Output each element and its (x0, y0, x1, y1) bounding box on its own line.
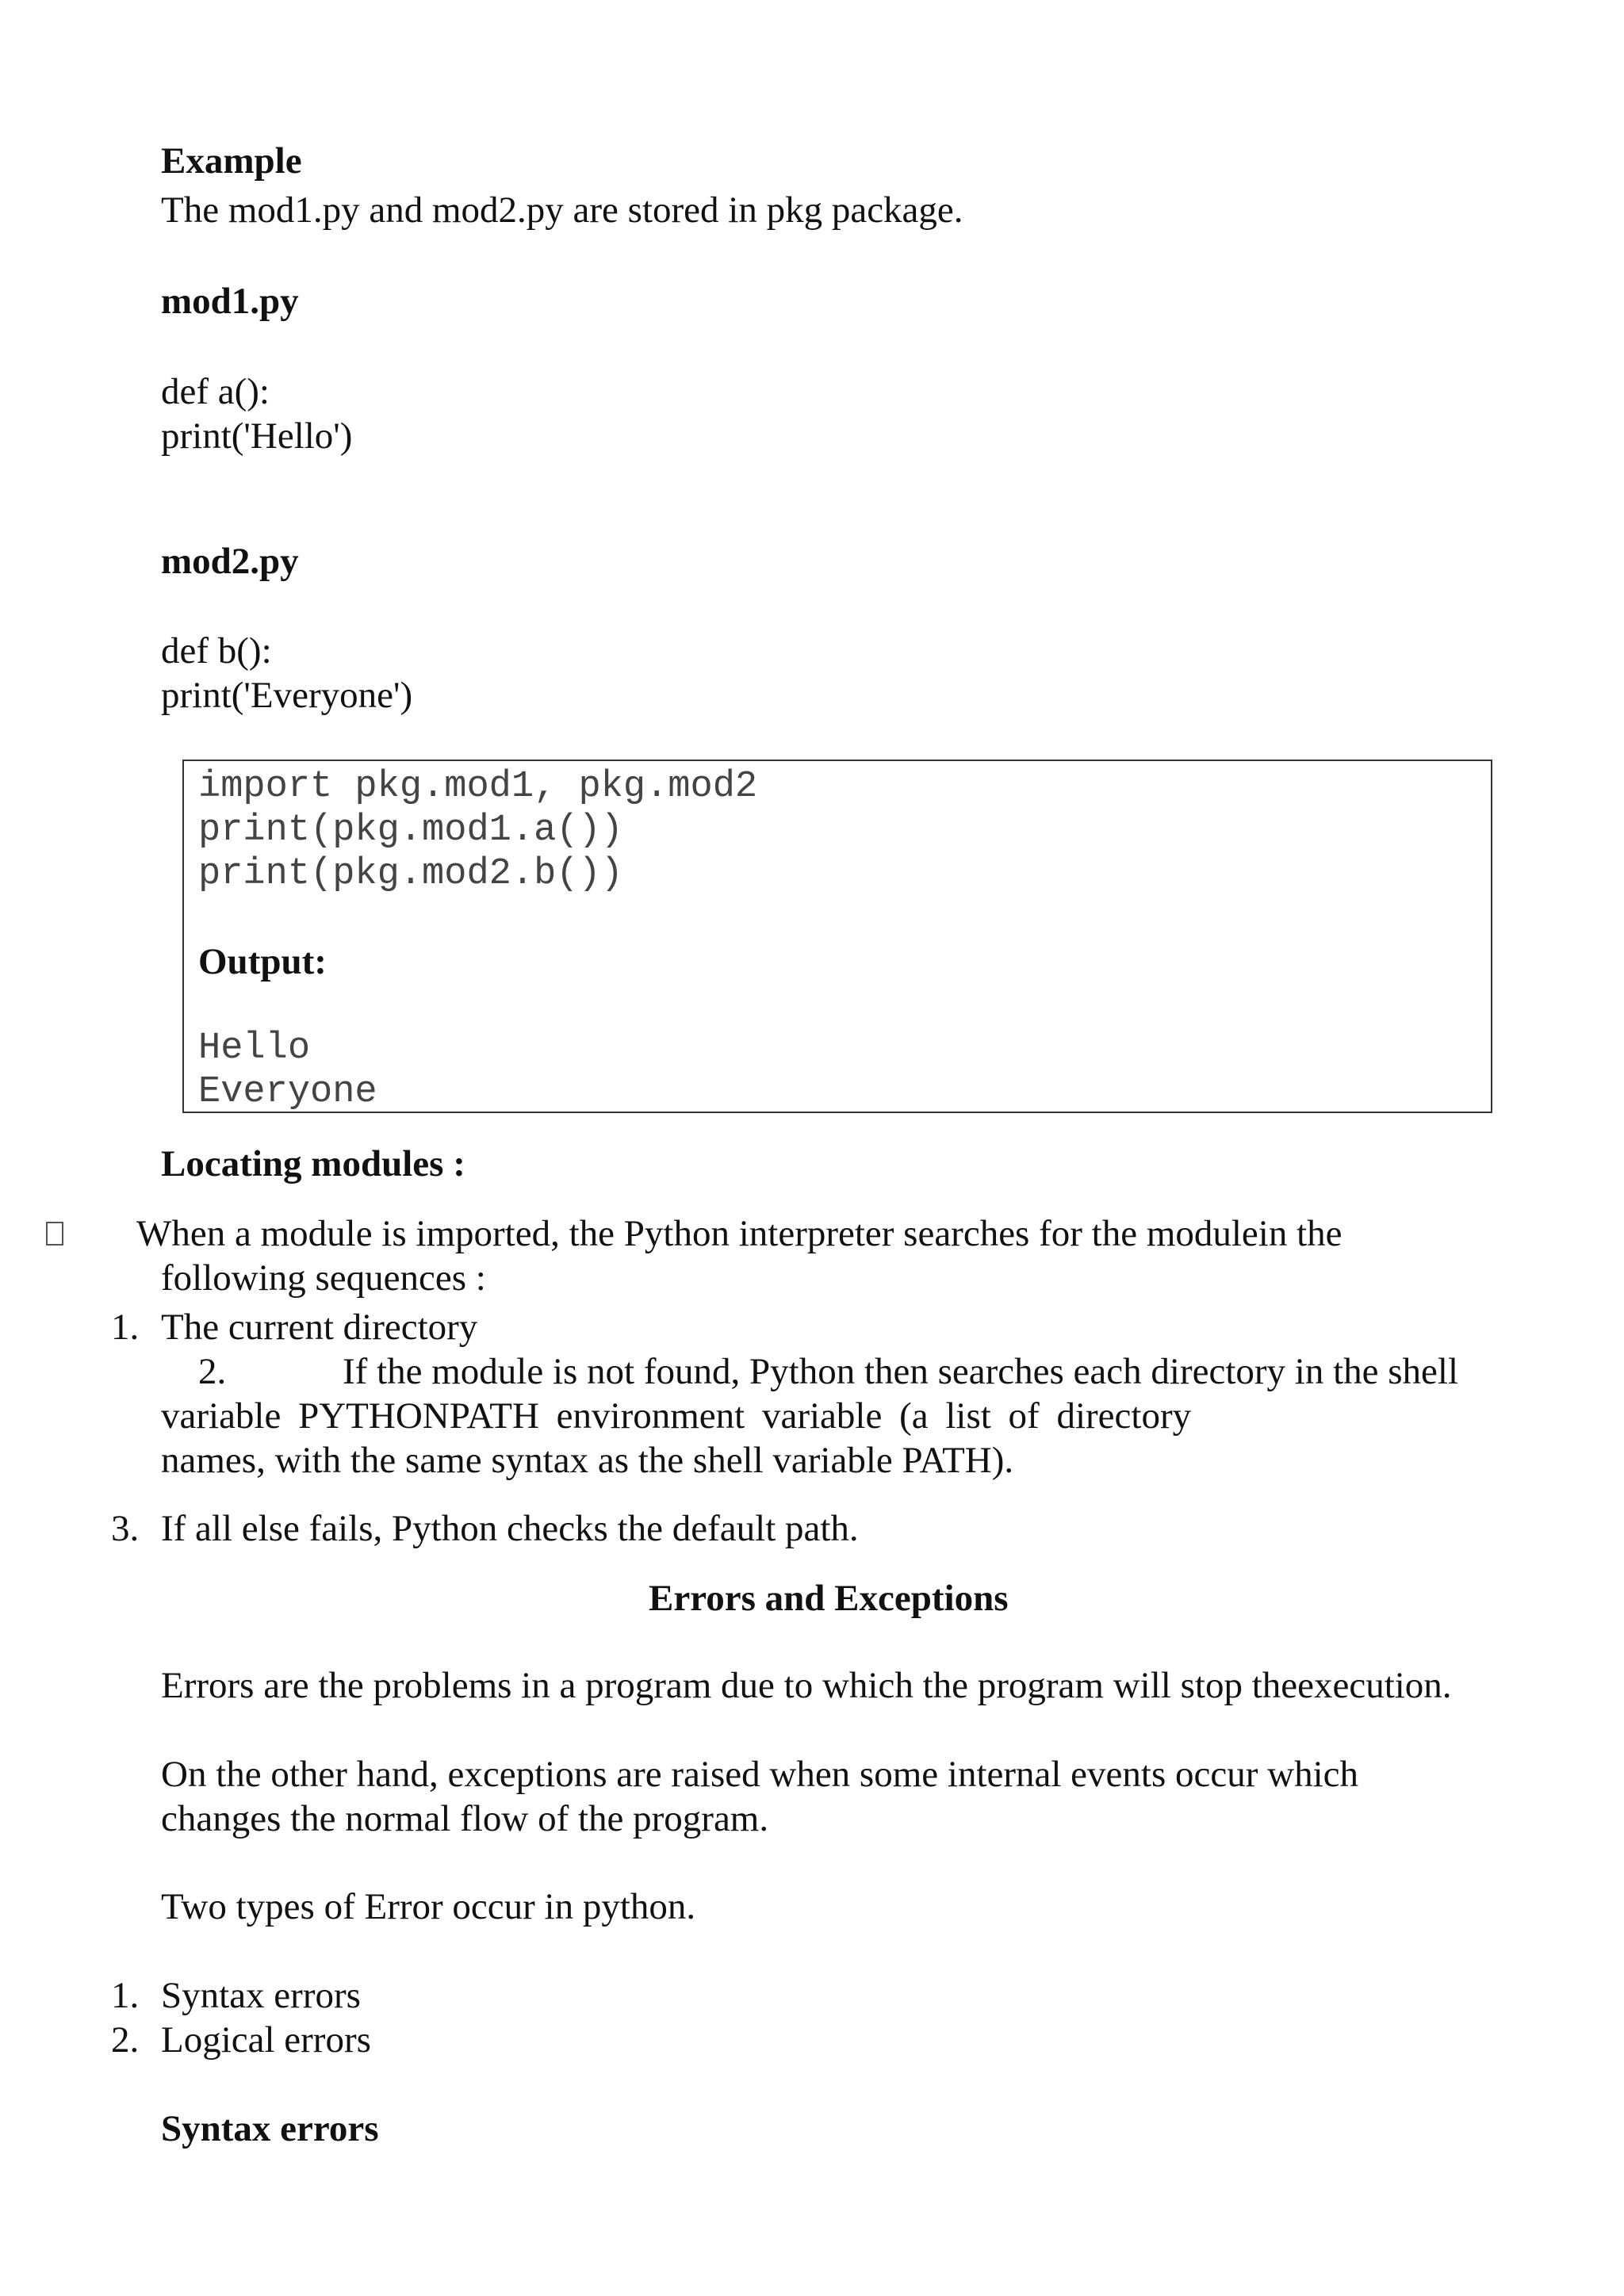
code-line-2: print(pkg.mod1.a()) (198, 809, 623, 851)
errors-heading: Errors and Exceptions (649, 1578, 1009, 1619)
mod1-title: mod1.py (161, 281, 299, 322)
syntax-errors-heading: Syntax errors (161, 2108, 379, 2149)
item-3-number: 3. (111, 1508, 140, 1549)
errors-para-2-line-1: On the other hand, exceptions are raised when some internal events occur which (161, 1754, 1358, 1795)
item-2-line-3: names, with the same syntax as the shell variable PATH). (161, 1440, 1014, 1481)
item-1-number: 1. (111, 1307, 140, 1348)
error-type-2-label: Logical errors (161, 2019, 371, 2061)
errors-para-3: Two types of Error occur in python. (161, 1886, 696, 1927)
code-line-1: import pkg.mod1, pkg.mod2 (198, 766, 758, 808)
bullet-icon (46, 1222, 63, 1246)
locating-bullet-line-1: When a module is imported, the Python interpreter searches for the modulein the (136, 1213, 1342, 1254)
error-type-1-label: Syntax errors (161, 1975, 361, 2016)
item-2-line-2: variable PYTHONPATH environment variable (a list of directory (161, 1395, 1192, 1437)
locating-heading: Locating modules : (161, 1143, 465, 1184)
locating-bullet-line-2: following sequences : (161, 1257, 486, 1299)
mod2-title: mod2.py (161, 541, 299, 582)
item-2-line-1: If the module is not found, Python then searches each directory in the shell (343, 1351, 1459, 1392)
example-heading: Example (161, 140, 302, 182)
mod2-line-1: def b(): (161, 630, 272, 672)
example-text: The mod1.py and mod2.py are stored in pkg package. (161, 189, 963, 231)
output-label: Output: (198, 941, 327, 982)
mod2-line-2: print('Everyone') (161, 675, 413, 716)
code-line-3: print(pkg.mod2.b()) (198, 853, 623, 895)
output-line-2: Everyone (198, 1071, 377, 1113)
item-3-text: If all else fails, Python checks the default path. (161, 1508, 859, 1549)
output-line-1: Hello (198, 1027, 311, 1070)
item-2-number: 2. (198, 1351, 227, 1392)
error-type-2-number: 2. (111, 2019, 140, 2061)
mod1-line-2: print('Hello') (161, 415, 353, 457)
error-type-1-number: 1. (111, 1975, 140, 2016)
item-1-text: The current directory (161, 1307, 478, 1348)
mod1-line-1: def a(): (161, 371, 270, 412)
errors-para-2-line-2: changes the normal flow of the program. (161, 1798, 769, 1839)
errors-para-1: Errors are the problems in a program due to which the program will stop theexecution. (161, 1665, 1452, 1706)
